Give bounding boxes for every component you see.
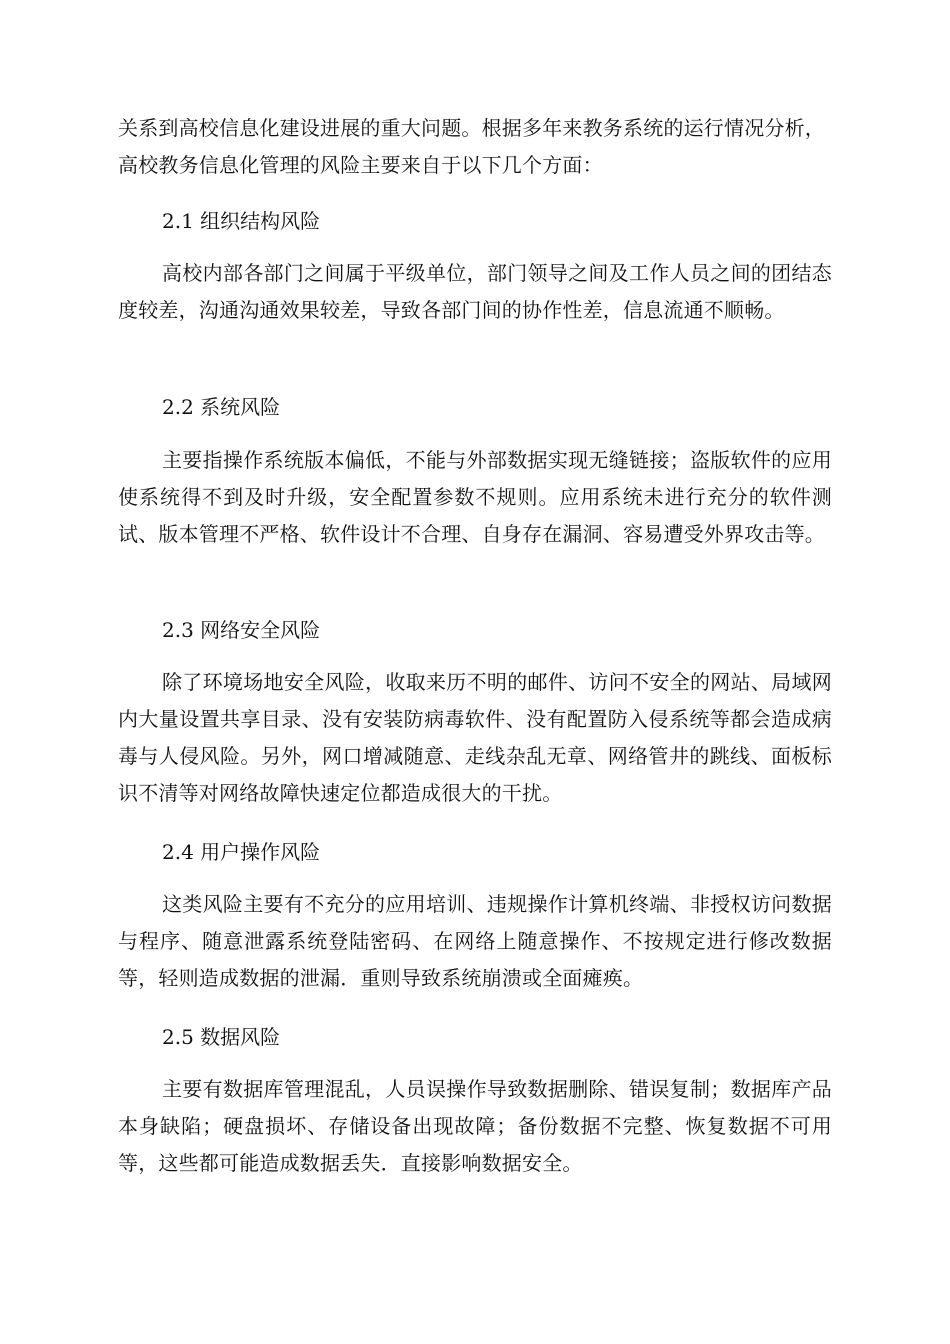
section-heading-user-operation-risk: 2.4 用户操作风险 — [162, 840, 321, 864]
section-heading-network-security-risk: 2.3 网络安全风险 — [162, 618, 321, 642]
section-body-data-risk: 主要有数据库管理混乱，人员误操作导致数据删除、错误复制；数据库产品本身缺陷；硬盘损坏、存储设备出现故障；备份数据不完整、恢复数据不可用等，这些都可能造成数据丢失．直接影响数据安全。 — [118, 1077, 832, 1175]
section-body-user-operation-risk: 这类风险主要有不充分的应用培训、违规操作计算机终端、非授权访问数据与程序、随意泄露系统登陆密码、在网络上随意操作、不按规定进行修改数据等，轻则造成数据的泄漏．重则导致系统崩溃或全面瘫痪。 — [118, 892, 832, 990]
section-body-network-security-risk: 除了环境场地安全风险，收取来历不明的邮件、访问不安全的网站、局域网内大量设置共享目录、没有安装防病毒软件、没有配置防入侵系统等都会造成病毒与人侵风险。另外，网口增减随意、走线杂乱无章、网络管井的跳线、面板标识不清等对网络故障快速定位都造成很大的干扰。 — [118, 670, 832, 805]
intro-paragraph: 关系到高校信息化建设进展的重大问题。根据多年来教务系统的运行情况分析，高校教务信息化管理的风险主要来自于以下几个方面： — [118, 116, 825, 177]
section-heading-organization-risk: 2.1 组织结构风险 — [162, 209, 321, 233]
section-heading-system-risk: 2.2 系统风险 — [162, 395, 281, 419]
section-heading-data-risk: 2.5 数据风险 — [162, 1025, 281, 1049]
section-body-system-risk: 主要指操作系统版本偏低，不能与外部数据实现无缝链接；盗版软件的应用使系统得不到及时升级，安全配置参数不规则。应用系统未进行充分的软件测试、版本管理不严格、软件设计不合理、自身存在漏洞、容易遭受外界攻击等。 — [118, 448, 832, 546]
section-body-organization-risk: 高校内部各部门之间属于平级单位，部门领导之间及工作人员之间的团结态度较差，沟通沟通效果较差，导致各部门间的协作性差，信息流通不顺畅。 — [118, 261, 832, 322]
